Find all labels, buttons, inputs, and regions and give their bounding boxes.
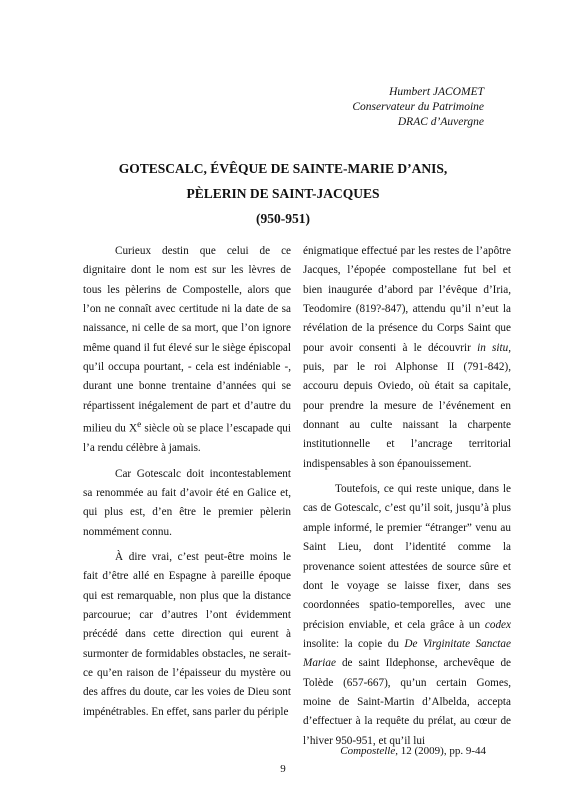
author-block [352,85,484,130]
article-title [0,156,566,231]
left-column [83,242,291,722]
title-line-1: GOTESCALC, ÉVÊQUE DE SAINTE-MARIE D’ANIS, [118,161,448,176]
citation-details: , 12 (2009), pp. 9-44 [395,745,486,757]
author-role: Conservateur du Patrimoine [352,101,484,113]
author-office: DRAC d’Auvergne [397,116,484,128]
text-span: siècle où se place l’escapade qui l’a rendu célèbre à jamais. [83,422,291,455]
text-span: Toutefois, ce qui reste unique, dans le cas de Gotescalc, c’est qu’il soit, jusqu’à plus ample informé, le premier “étranger” venu au Saint Lieu, dont l’identité comme la provenance soient attestées de source sûre et dont le voyage se laisse fixer, dans ses coordonnées spatio-temporelles, avec une précision enviable, et cela grâce à un [303,483,511,631]
italic-term: codex [484,618,511,631]
paragraph [83,242,291,459]
italic-term: De Virginitate Sanctae Mariae [303,637,511,670]
superscript: e [137,420,142,431]
text-span: Curieux destin que celui de ce dignitaire dont le nom est sur les lèvres de tous les pèlerins de Compostelle, alors que l’on ne connaît avec certitude ni la date de sa naissance, ni celle de sa mort, que l’on ignore même quand il fut élevé sur le siège épiscopal qu’il occupa pourtant, - cela est indéniable -, durant une bonne trentaine d’années qui se répartissent inégalement de part et d’autre du milieu du X [83,245,291,435]
title-line-3: (950-951) [256,211,310,226]
journal-citation [340,745,486,757]
paragraph-continued [303,242,511,474]
journal-name: Compostelle [340,745,396,757]
paragraph: Car Gotescalc doit incontestablement sa renommée au fait d’avoir été en Galice et, qui plus est, d’en être le premier pèlerin nommément connu. [83,467,291,538]
right-column [303,242,511,751]
author-name: Humbert JACOMET [389,86,484,98]
paragraph: À dire vrai, c’est peut-être moins le fait d’être allé en Espagne à pareille époque qui est remarquable, non plus que la distance parcourue; car d’autres l’ont évidemment précédé dans cette direction qui eurent à surmonter de formidables obstacles, ne serait-ce qu’en raison de l’épaisseur du mystère ou des affres du doute, car les voies de Dieu sont impénétrables. En effet, sans parler du périple [83,550,291,718]
paragraph [303,480,511,751]
text-span: , puis, par le roi Alphonse II (791-842), accouru depuis Oviedo, où était sa capitale, pour prendre la mesure de l’événement en donnant au culte naissant la charpente institutionnelle et l’ancrage territorial indispensables à son épanouissement. [303,341,511,470]
text-span: énigmatique effectué par les restes de l’apôtre Jacques, l’épopée compostellane fut bel et bien inaugurée d’abord par l’évêque d’Iria, Teodomire (819?-847), attendu qu’il n’eut la révélation de la présence du Corps Saint que pour avoir consenti à le découvrir [303,245,511,354]
title-line-2: PÈLERIN DE SAINT-JACQUES [186,186,380,201]
page-number: 9 [280,763,286,775]
text-span: de saint Ildephonse, archevêque de Tolède (657-667), qu’un certain Gomes, moine de Saint-Martin d’Albelda, accepta d’effectuer à la requête du prélat, au cœur de l’hiver 950-951, et qu’il lui [303,657,511,747]
text-span: insolite: la copie du [303,637,405,650]
italic-term: in situ [477,341,509,354]
